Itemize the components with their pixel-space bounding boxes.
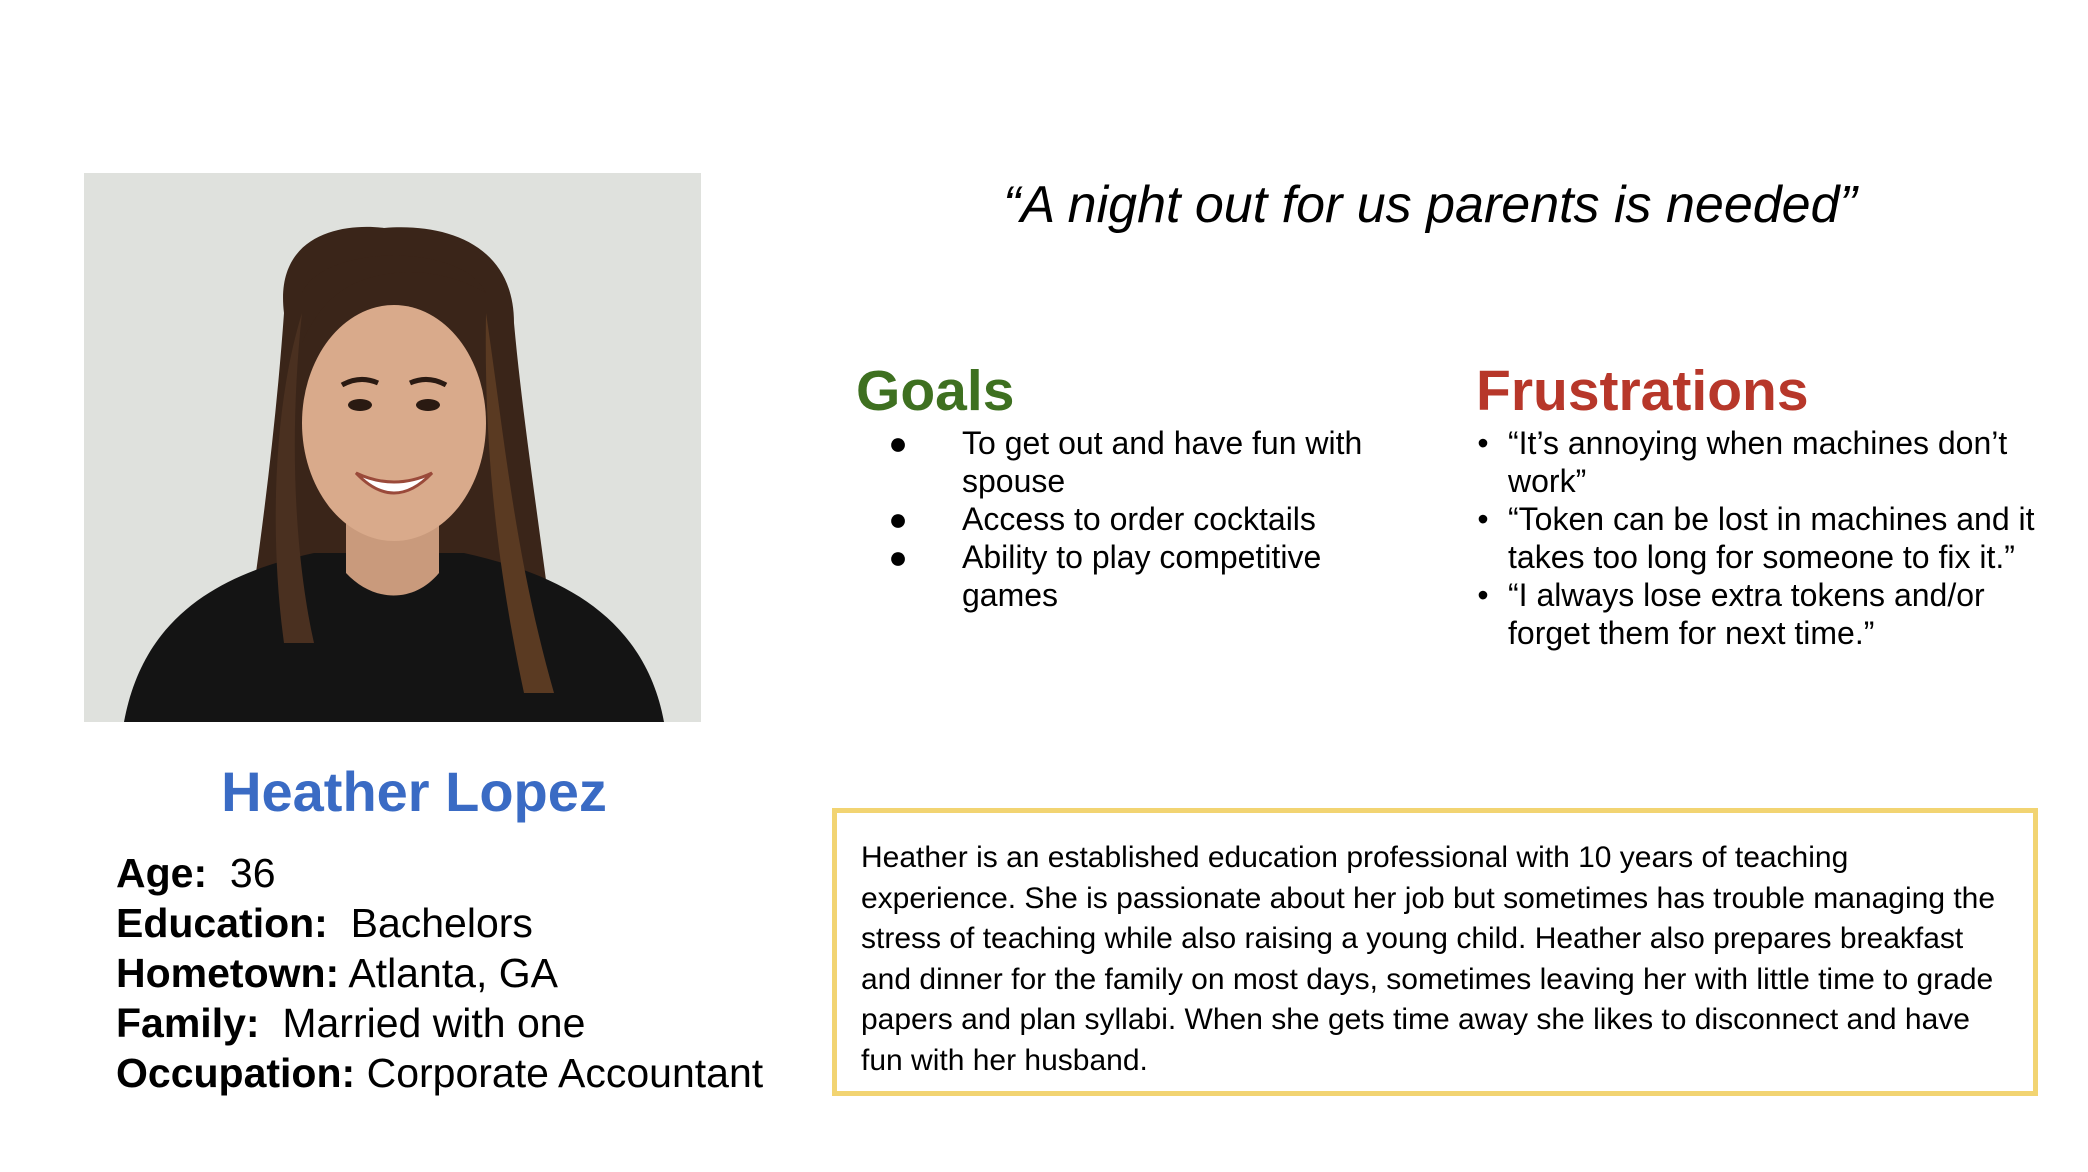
- detail-hometown-label: Hometown:: [116, 950, 340, 996]
- bio-box: [832, 808, 2038, 1096]
- frustrations-heading: Frustrations: [1476, 359, 1809, 423]
- bullet-icon: ●: [888, 425, 908, 461]
- bullet-icon: ●: [888, 539, 908, 575]
- persona-portrait-image: [84, 173, 701, 722]
- persona-quote: “A night out for us parents is needed”: [1003, 176, 1857, 234]
- detail-education-value: Bachelors: [327, 900, 533, 946]
- detail-education-label: Education:: [116, 900, 328, 946]
- persona-name: Heather Lopez: [221, 760, 607, 823]
- detail-age-value: 36: [207, 850, 276, 896]
- detail-hometown: [116, 948, 763, 998]
- detail-occupation-label: Occupation:: [116, 1050, 356, 1096]
- detail-family: [116, 998, 763, 1048]
- goals-heading: Goals: [856, 359, 1015, 423]
- persona-photo: [84, 173, 701, 722]
- frustration-text: “Token can be lost in machines and it takes too long for someone to fix it.”: [1508, 501, 2035, 575]
- detail-family-value: Married with one: [259, 1000, 586, 1046]
- bio-text: Heather is an established education professional with 10 years of teaching experience. She is passionate about her job but sometimes has trouble managing the stress of teaching while also raising a young child. Heather also prepares breakfast and dinner for the family on most days, sometimes leaving her with little time to grade papers and plan syllabi. When she gets time away she likes to disconnect and have fun with her husband.: [861, 841, 1996, 1077]
- frustration-text: “I always lose extra tokens and/or forget them for next time.”: [1508, 577, 1985, 651]
- frustration-item: [1476, 576, 2036, 652]
- detail-occupation-value: Corporate Accountant: [355, 1050, 764, 1096]
- persona-details: [116, 848, 763, 1098]
- detail-education: [116, 898, 763, 948]
- frustration-item: [1476, 500, 2036, 576]
- frustration-text: “It’s annoying when machines don’t work”: [1508, 425, 2008, 499]
- goal-item: [888, 500, 1408, 538]
- goal-text: Ability to play competitive games: [962, 539, 1322, 613]
- goal-item: [888, 538, 1408, 614]
- frustrations-list: [1476, 424, 2036, 652]
- frustration-item: [1476, 424, 2036, 500]
- bullet-icon: •: [1477, 501, 1489, 537]
- detail-age-label: Age:: [116, 850, 208, 896]
- bullet-icon: ●: [888, 501, 908, 537]
- goal-text: Access to order cocktails: [962, 501, 1316, 537]
- goals-list: [888, 424, 1408, 614]
- goal-item: [888, 424, 1408, 500]
- bullet-icon: •: [1477, 577, 1489, 613]
- detail-family-label: Family:: [116, 1000, 260, 1046]
- detail-hometown-value: Atlanta, GA: [339, 950, 558, 996]
- detail-age: [116, 848, 763, 898]
- bullet-icon: •: [1477, 425, 1489, 461]
- goal-text: To get out and have fun with spouse: [962, 425, 1363, 499]
- detail-occupation: [116, 1048, 763, 1098]
